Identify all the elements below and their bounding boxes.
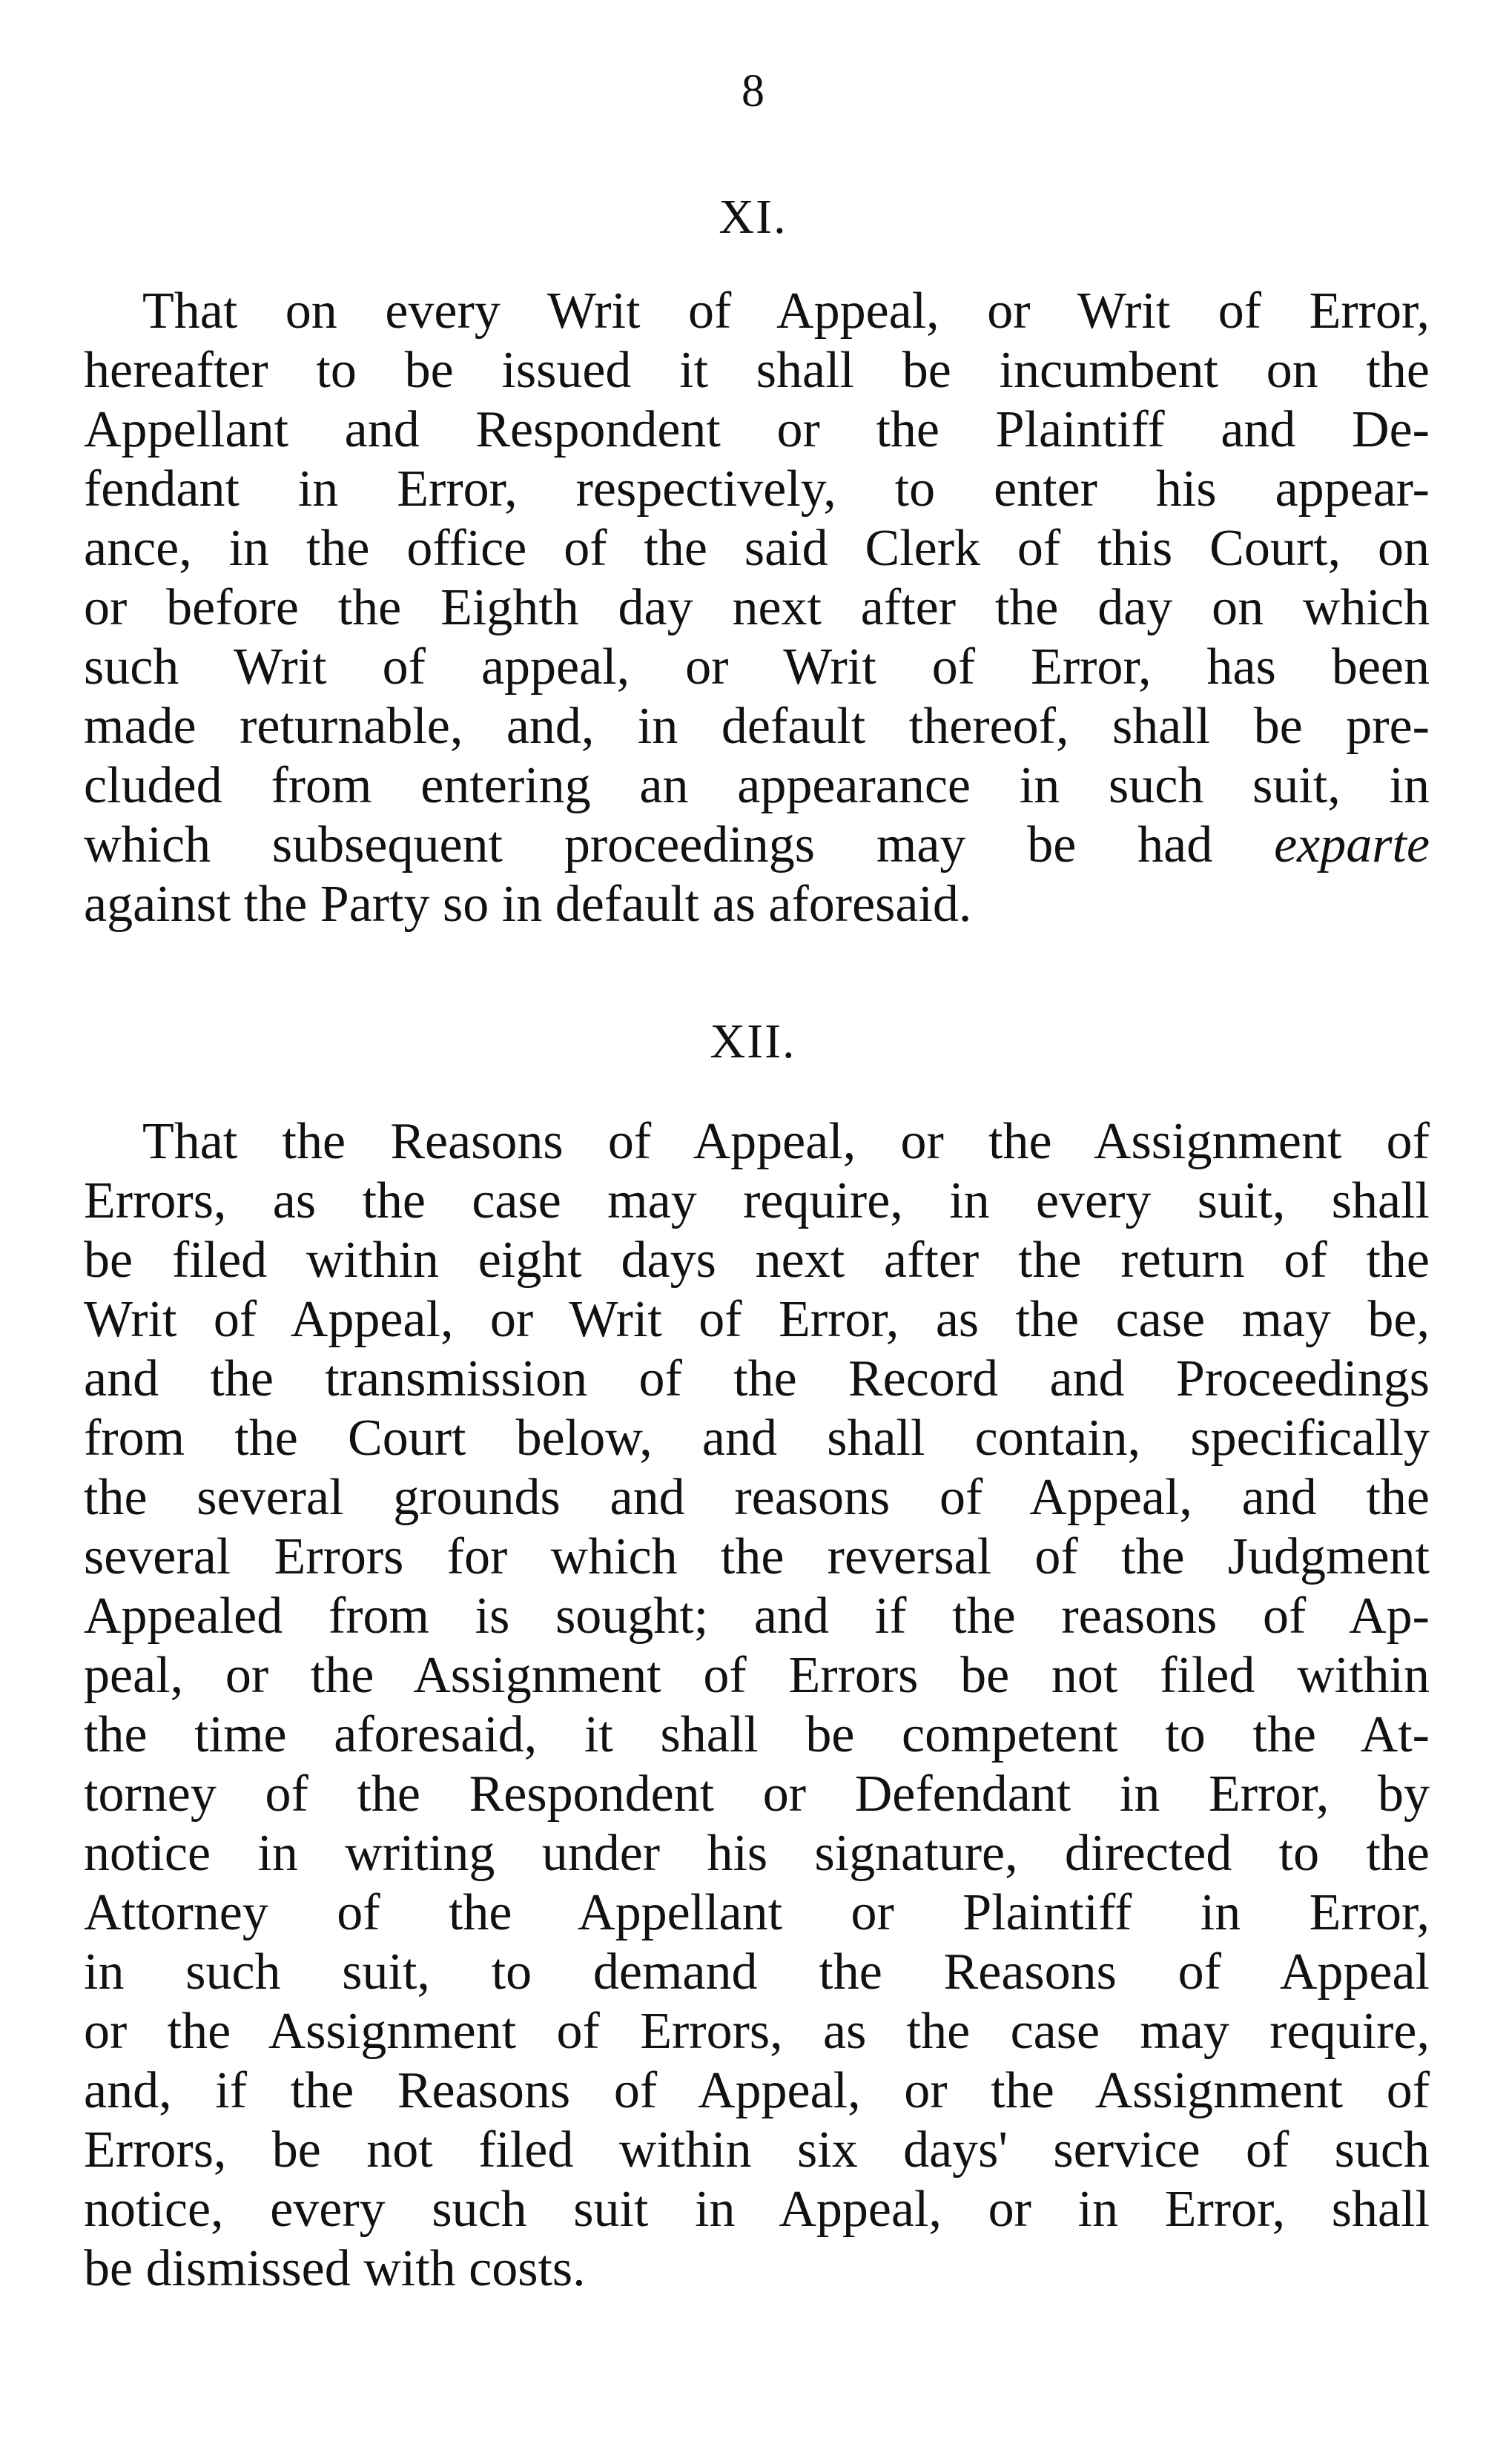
italic-word-exparte: exparte <box>1274 816 1430 873</box>
text-line: and the transmission of the Record and Proceedings <box>84 1350 1430 1407</box>
text-line: That the Reasons of Appeal, or the Assignment of <box>142 1113 1430 1170</box>
text-line: Appealed from is sought; and if the reasons of Ap- <box>84 1588 1430 1645</box>
text-line: Errors, be not filed within six days' service of such <box>84 2121 1430 2179</box>
text-line: Appellant and Respondent or the Plaintiff and De- <box>84 401 1430 458</box>
text-line: notice in writing under his signature, directed to the <box>84 1825 1430 1882</box>
text-line: That on every Writ of Appeal, or Writ of Error, <box>142 283 1430 340</box>
text-line: notice, every such suit in Appeal, or in Error, shall <box>84 2181 1430 2238</box>
text-line: ance, in the office of the said Clerk of this Court, on <box>84 520 1430 577</box>
text-line-with-italic <box>84 816 1430 875</box>
text-line: or before the Eighth day next after the day on which <box>84 579 1430 636</box>
text-line: hereafter to be issued it shall be incumbent on the <box>84 342 1430 399</box>
text-line: and, if the Reasons of Appeal, or the Assignment of <box>84 2062 1430 2119</box>
text-line: several Errors for which the reversal of the Judgment <box>84 1528 1430 1585</box>
text-line: the time aforesaid, it shall be competent to the At- <box>84 1706 1430 1763</box>
text-line: or the Assignment of Errors, as the case may require, <box>84 2003 1430 2060</box>
text-line: fendant in Error, respectively, to enter his appear- <box>84 460 1430 518</box>
text-line: in such suit, to demand the Reasons of Appeal <box>84 1943 1430 2001</box>
page-number: 8 <box>742 66 764 116</box>
text-line: Writ of Appeal, or Writ of Error, as the case may be, <box>84 1291 1430 1348</box>
text-line: Errors, as the case may require, in every suit, shall <box>84 1172 1430 1229</box>
text-line: made returnable, and, in default thereof, shall be pre- <box>84 698 1430 755</box>
text-line: Attorney of the Appellant or Plaintiff in Error, <box>84 1884 1430 1941</box>
text-line: cluded from entering an appearance in such suit, in <box>84 757 1430 814</box>
text-line: torney of the Respondent or Defendant in Error, by <box>84 1766 1430 1823</box>
text-line: the several grounds and reasons of Appeal, and the <box>84 1469 1430 1526</box>
section-heading-xi: XI. <box>719 190 787 244</box>
text-line: such Writ of appeal, or Writ of Error, has been <box>84 638 1430 696</box>
text-line: against the Party so in default as aforesaid. <box>84 876 972 933</box>
text-line: from the Court below, and shall contain, specifically <box>84 1410 1430 1467</box>
text-line: peal, or the Assignment of Errors be not filed within <box>84 1647 1430 1704</box>
text-line: be filed within eight days next after the return of the <box>84 1232 1430 1289</box>
text-line: be dismissed with costs. <box>84 2240 586 2297</box>
text-line-main: which subsequent proceedings may be had <box>84 816 1213 873</box>
section-heading-xii: XII. <box>710 1014 796 1068</box>
